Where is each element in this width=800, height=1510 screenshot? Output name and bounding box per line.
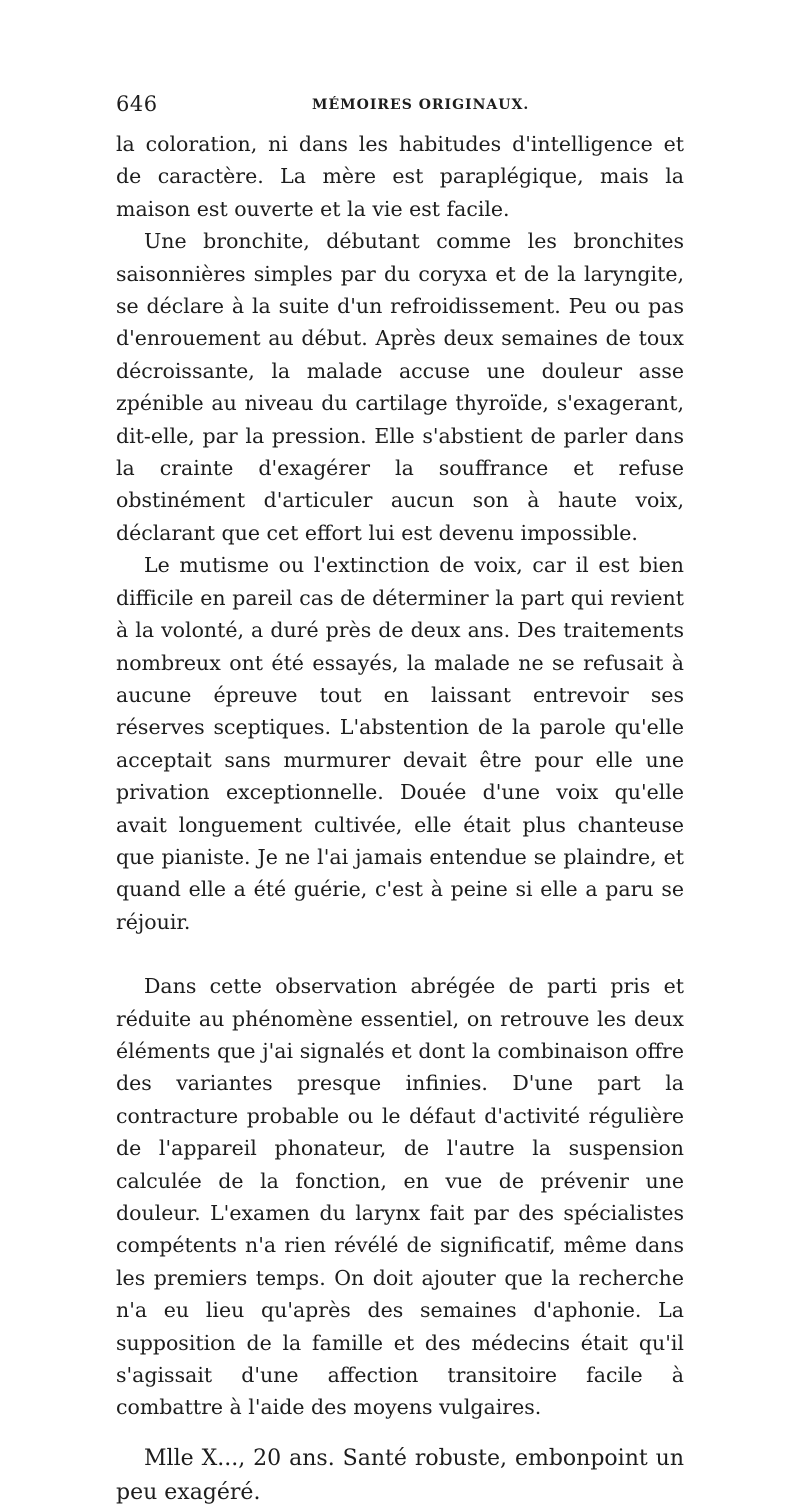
page-header <box>116 92 684 122</box>
case-heading: Mlle X..., 20 ans. Santé robuste, embonpoint un peu exagéré. <box>116 1445 684 1505</box>
paragraph: Dans cette observation abrégée de parti pris et réduite au phénomène essentiel, on retrouve les deux éléments que j'ai signalés et dont la combinaison offre des variantes presque infinies. D'une part la contracture probable ou le défaut d'activité régulière de l'appareil phonateur, de l'autre la suspension calculée de la fonction, en vue de prévenir une douleur. L'examen du larynx fait par des spécialistes compétents n'a rien révélé de significatif, même dans les premiers temps. On doit ajouter que la recherche n'a eu lieu qu'après des semaines d'aphonie. La supposition de la famille et des médecins était qu'il s'agissait d'une affection transitoire facile à combattre à l'aide des moyens vulgaires. <box>116 974 684 1420</box>
body-text <box>116 128 684 1510</box>
paragraph: Le mutisme ou l'extinction de voix, car il est bien difficile en pareil cas de déterminer la part qui revient à la volonté, a duré près de deux ans. Des traitements nombreux ont été essayés, la malade ne se refusait à aucune épreuve tout en laissant entrevoir ses réserves sceptiques. L'abstention de la parole qu'elle acceptait sans murmurer devait être pour elle une privation exceptionnelle. Douée d'une voix qu'elle avait longuement cultivée, elle était plus chanteuse que pianiste. Je ne l'ai jamais entendue se plaindre, et quand elle a été guérie, c'est à peine si elle a paru se réjouir. <box>116 553 684 934</box>
page-number: 646 <box>116 92 158 116</box>
running-title: MÉMOIRES ORIGINAUX. <box>312 97 530 113</box>
paragraph: Une bronchite, débutant comme les bronchites saisonnières simples par du coryxa et de la laryngite, se déclare à la suite d'un refroidissement. Peu ou pas d'enrouement au début. Après deux semaines de toux décroissante, la malade accuse une douleur asse zpénible au niveau du cartilage thyroïde, s'exagerant, dit-elle, par la pression. Elle s'abstient de parler dans la crainte d'exagérer la souffrance et refuse obstinément d'articuler aucun son à haute voix, déclarant que cet effort lui est devenu impossible. <box>116 229 684 545</box>
paragraph: la coloration, ni dans les habitudes d'intelligence et de caractère. La mère est paraplégique, mais la maison est ouverte et la vie est facile. <box>116 132 684 221</box>
